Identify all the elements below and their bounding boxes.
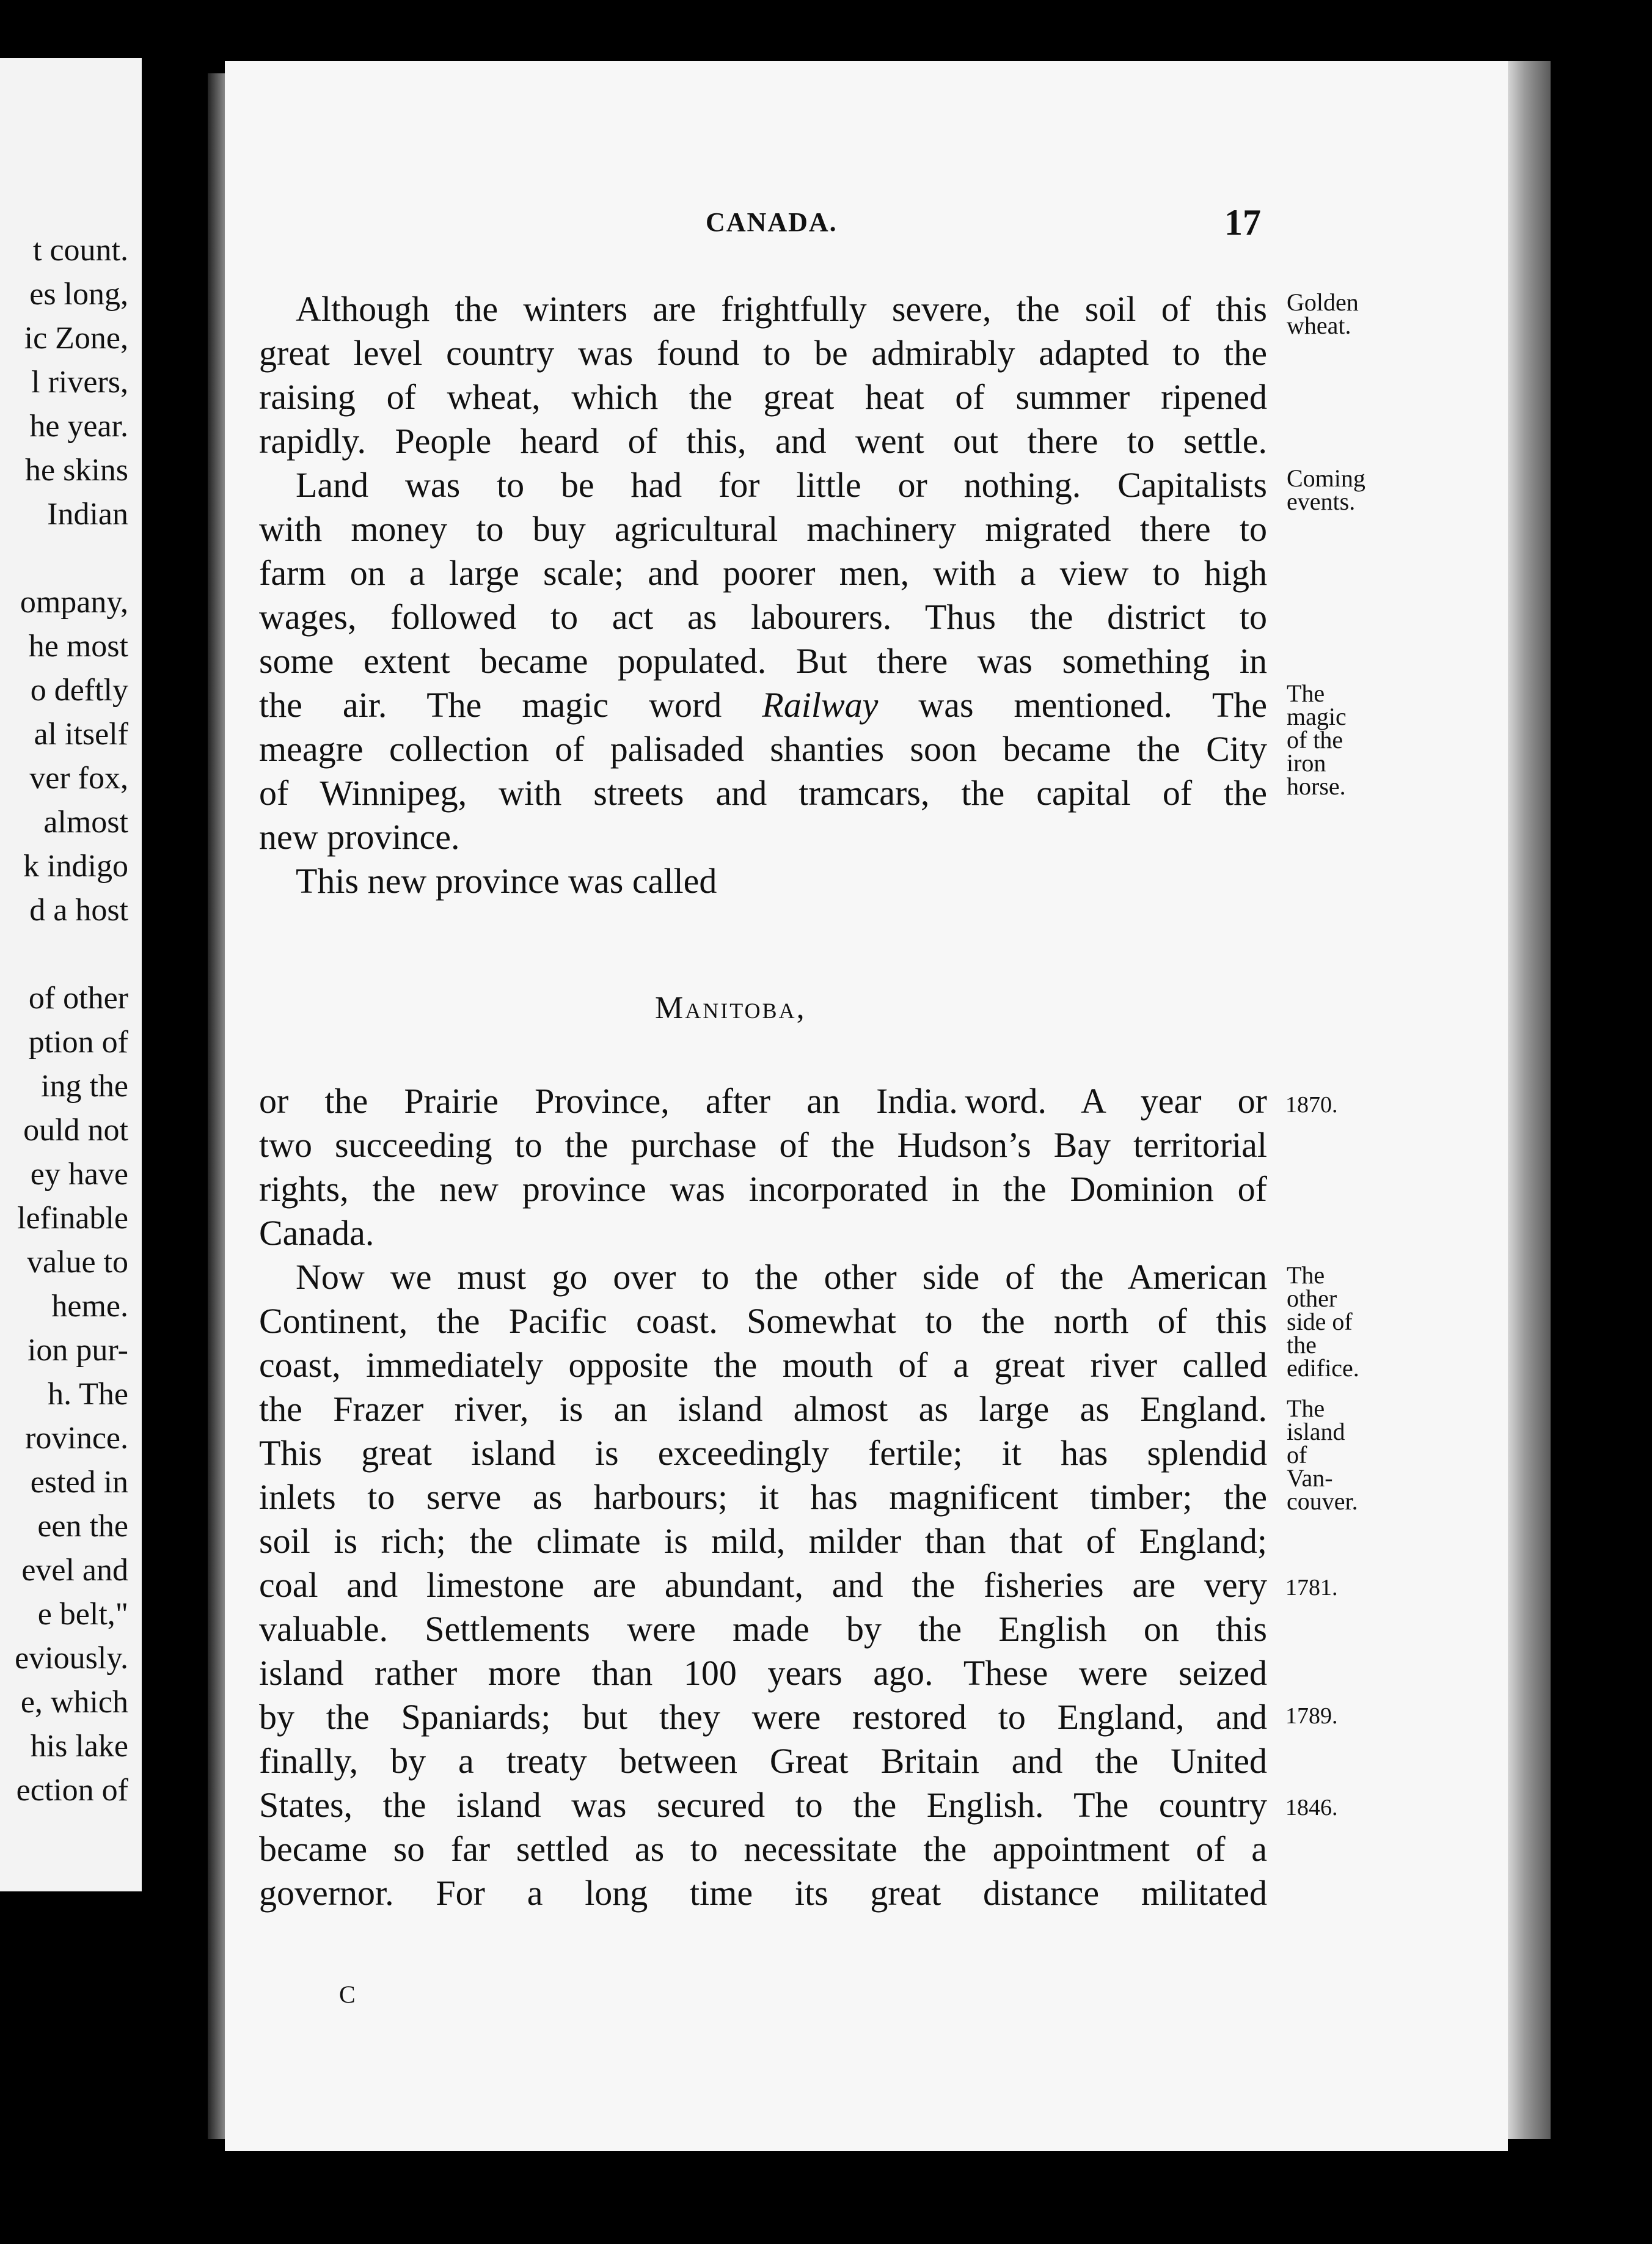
text-line: This great island is exceedingly fertile; it has splendid [259, 1433, 1267, 1473]
facing-page-line: evel and [21, 1553, 128, 1588]
facing-page-line: t count. [33, 233, 128, 268]
text-line: coast, immediately opposite the mouth of a great river called [259, 1345, 1267, 1385]
margin-note: Coming events. [1287, 464, 1365, 515]
facing-page-line: he most [28, 629, 128, 664]
text-line: governor. For a long time its great distance militated [259, 1873, 1267, 1913]
facing-page-line: l rivers, [31, 365, 128, 400]
facing-page-line: es long, [29, 277, 128, 312]
text-line: This new province was called [296, 861, 717, 901]
section-heading: Manitoba, [655, 991, 806, 1025]
text-line: raising of wheat, which the great heat of summer ripened [259, 377, 1267, 417]
margin-date: 1781. [1285, 1575, 1338, 1601]
facing-page-line: al itself [34, 717, 128, 752]
margin-note: The other side of the edifice. [1287, 1261, 1359, 1382]
book-binding [208, 73, 225, 2139]
margin-date: 1789. [1285, 1703, 1338, 1729]
facing-page-line: e belt," [37, 1597, 128, 1632]
facing-page-line: eviously. [15, 1641, 128, 1676]
text-line: of Winnipeg, with streets and tramcars, the capital of the [259, 773, 1267, 813]
facing-page-line: een the [37, 1509, 128, 1544]
text-line: or the Prairie Province, after an India. word. A year or [259, 1081, 1267, 1121]
facing-page [0, 58, 142, 1891]
facing-page-line: ey have [30, 1157, 128, 1192]
facing-page-line: Indian [47, 497, 128, 532]
text-line: great level country was found to be admirably adapted to the [259, 333, 1267, 373]
text-line: Now we must go over to the other side of the American [296, 1257, 1267, 1297]
running-head: CANADA. [706, 207, 838, 237]
text-line: with money to buy agricultural machinery migrated there to [259, 509, 1267, 549]
facing-page-line: ion pur- [27, 1333, 128, 1368]
text-line: soil is rich; the climate is mild, milder than that of England; [259, 1521, 1267, 1561]
facing-page-line: ver fox, [29, 761, 128, 796]
text-line: inlets to serve as harbours; it has magnificent timber; the [259, 1477, 1267, 1517]
facing-page-line: e, which [20, 1685, 128, 1720]
facing-page-line: d a host [29, 893, 128, 928]
text-line: farm on a large scale; and poorer men, with a view to high [259, 553, 1267, 593]
margin-date: 1846. [1285, 1795, 1338, 1821]
margin-note: Golden wheat. [1287, 288, 1359, 339]
text-line: meagre collection of palisaded shanties soon became the City [259, 729, 1267, 769]
text-line-railway [259, 683, 1267, 727]
facing-page-line: lefinable [17, 1201, 128, 1236]
facing-page-line: ection of [16, 1773, 128, 1808]
text-line: rights, the new province was incorporated in the Dominion of [259, 1169, 1267, 1209]
text-segment: was mentioned. The [918, 685, 1267, 725]
facing-page-line: his lake [30, 1729, 128, 1764]
text-line: two succeeding to the purchase of the Hudson’s Bay territorial [259, 1125, 1267, 1165]
signature-mark: C [339, 1981, 356, 2008]
text-line: by the Spaniards; but they were restored to England, and [259, 1697, 1267, 1737]
page-number: 17 [1224, 202, 1261, 243]
facing-page-line: almost [43, 805, 128, 840]
facing-page-line: ption of [28, 1025, 128, 1060]
facing-page-line: ing the [41, 1069, 128, 1104]
text-line: island rather more than 100 years ago. These were seized [259, 1653, 1267, 1693]
facing-page-line: ompany, [20, 585, 128, 620]
facing-page-line: ould not [23, 1113, 128, 1148]
facing-page-line: he skins [25, 453, 128, 488]
text-line: valuable. Settlements were made by the English on this [259, 1609, 1267, 1649]
text-line: new province. [259, 817, 460, 857]
text-line: Land was to be had for little or nothing. Capitalists [296, 465, 1267, 505]
facing-page-line: k indigo [23, 849, 128, 884]
margin-note: The island of Van- couver. [1287, 1395, 1358, 1515]
text-line: coal and limestone are abundant, and the fisheries are very [259, 1565, 1267, 1605]
text-line: Although the winters are frightfully severe, the soil of this [296, 289, 1267, 329]
facing-page-line: ic Zone, [24, 321, 128, 356]
emphasis-railway: Railway [762, 685, 879, 725]
facing-page-line: rovince. [25, 1421, 128, 1456]
facing-page-line: heme. [51, 1289, 128, 1324]
text-line: became so far settled as to necessitate the appointment of a [259, 1829, 1267, 1869]
margin-note: The magic of the iron horse. [1287, 680, 1347, 800]
facing-page-line: o deftly [30, 673, 128, 708]
facing-page-line: ested in [30, 1465, 128, 1500]
facing-page-line: he year. [29, 409, 128, 444]
text-line: States, the island was secured to the English. The country [259, 1785, 1267, 1825]
facing-page-line: h. The [48, 1377, 128, 1412]
text-line: some extent became populated. But there was something in [259, 641, 1267, 681]
text-line: the Frazer river, is an island almost as large as England. [259, 1389, 1267, 1429]
text-line: Continent, the Pacific coast. Somewhat to the north of this [259, 1301, 1267, 1341]
text-segment: the air. The magic word [259, 685, 722, 725]
text-line: Canada. [259, 1213, 375, 1253]
facing-page-line: value to [26, 1245, 128, 1280]
margin-date: 1870. [1285, 1092, 1338, 1118]
text-line: finally, by a treaty between Great Britain and the United [259, 1741, 1267, 1781]
page-edge [1508, 61, 1551, 2139]
facing-page-line: of other [28, 981, 128, 1016]
text-line: rapidly. People heard of this, and went out there to settle. [259, 421, 1267, 461]
text-line: wages, followed to act as labourers. Thus the district to [259, 597, 1267, 637]
